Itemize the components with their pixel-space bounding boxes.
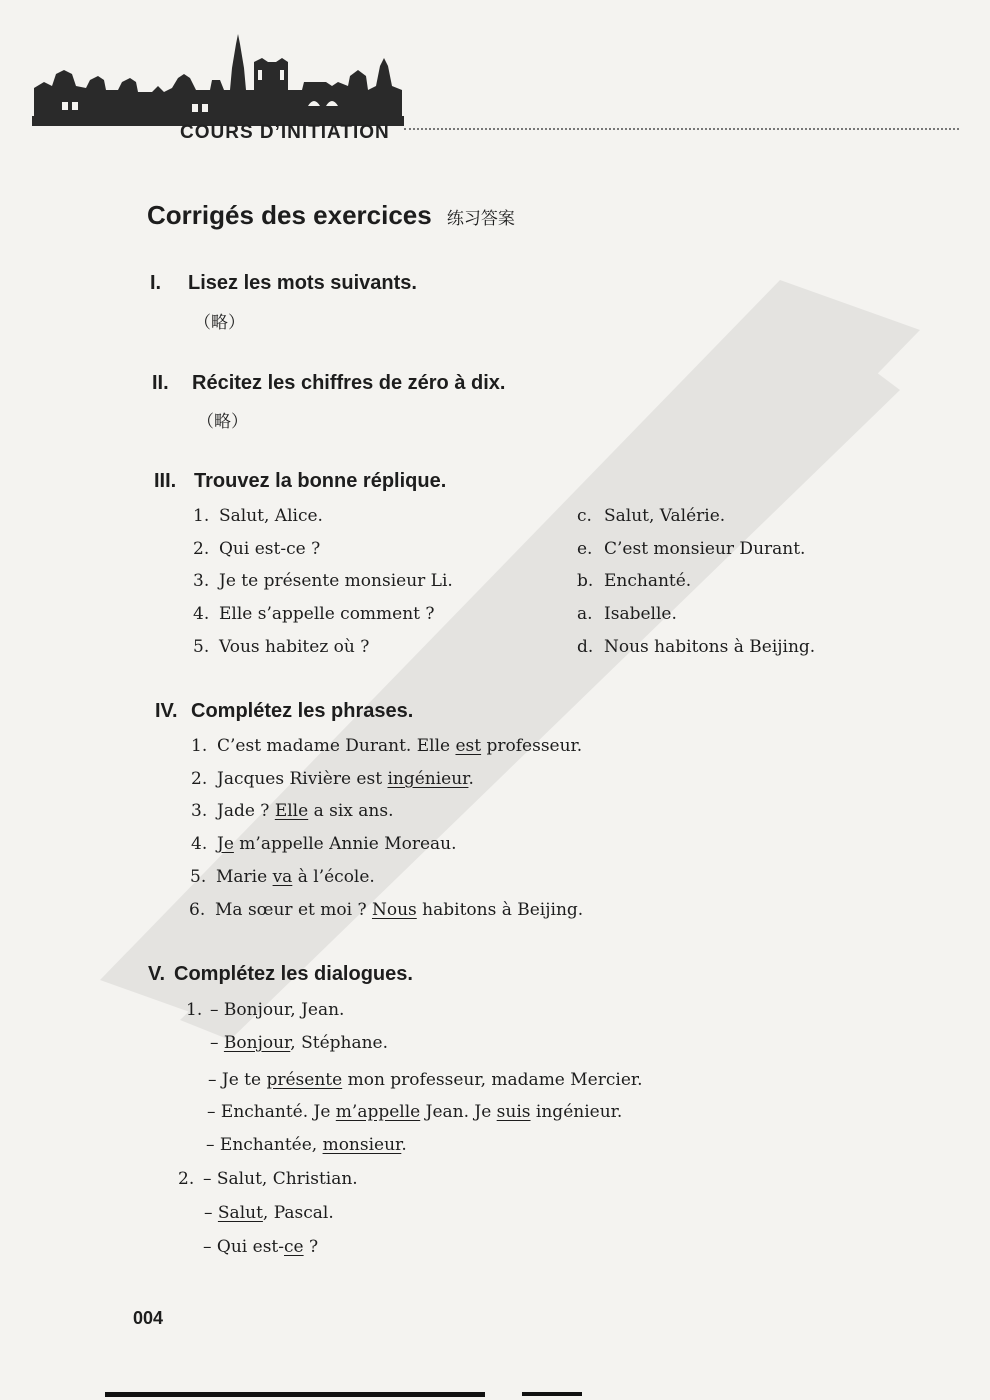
dialogue-line: 2. – Salut, Christian.: [178, 1169, 358, 1189]
match-right-item: b. Enchanté.: [577, 571, 692, 591]
section-3-text: Trouvez la bonne réplique.: [194, 470, 447, 492]
banner: [32, 30, 972, 160]
answer: monsieur: [322, 1135, 402, 1155]
match-left-item: 3. Je te présente monsieur Li.: [193, 571, 453, 591]
sentence-item: 4. Je m’appelle Annie Moreau.: [191, 834, 457, 854]
page-number: 004: [133, 1308, 164, 1328]
sentence-item: 5. Marie va à l’école.: [190, 867, 375, 887]
section-5-number: V.: [148, 963, 166, 985]
sentence-item: 2. Jacques Rivière est ingénieur.: [191, 769, 474, 789]
match-right-item: d. Nous habitons à Beijing.: [577, 637, 816, 657]
match-left-item: 2. Qui est-ce ?: [193, 539, 321, 559]
section-2-text: Récitez les chiffres de zéro à dix.: [192, 372, 506, 394]
answer: m’appelle: [335, 1102, 421, 1122]
section-1-text: Lisez les mots suivants.: [188, 272, 417, 294]
dialogue-line: – Qui est-ce ?: [203, 1237, 319, 1257]
footer-rule: [105, 1392, 485, 1397]
sentence-item: 3. Jade ? Elle a six ans.: [191, 801, 394, 821]
section-4-text: Complétez les phrases.: [191, 700, 414, 722]
banner-divider: [404, 128, 959, 130]
dialogue-line: – Enchanté. Je m’appelle Jean. Je suis ingénieur.: [207, 1102, 623, 1122]
dialogue-line: – Bonjour, Stéphane.: [210, 1033, 389, 1053]
section-2-title: [152, 372, 505, 395]
dialogue-line: – Enchantée, monsieur.: [206, 1135, 407, 1155]
heading-zh: 练习答案: [446, 209, 515, 229]
match-left-item: 5. Vous habitez où ?: [193, 637, 370, 657]
answer: Nous: [371, 900, 417, 920]
section-3-title: [154, 470, 446, 493]
section-3-number: III.: [154, 470, 177, 492]
match-right-item: c. Salut, Valérie.: [577, 506, 726, 526]
section-5-title: [148, 963, 413, 986]
match-right-item: e. C’est monsieur Durant.: [577, 539, 806, 559]
footer-rule: [522, 1392, 582, 1396]
answer: ce: [284, 1237, 304, 1257]
sentence-item: 6. Ma sœur et moi ? Nous habitons à Beijing.: [189, 900, 584, 920]
section-1-number: I.: [150, 272, 162, 294]
match-right-item: a. Isabelle.: [577, 604, 677, 624]
section-5-text: Complétez les dialogues.: [174, 963, 413, 985]
answer: Salut: [217, 1203, 263, 1223]
section-4-number: IV.: [155, 700, 178, 722]
answer: va: [272, 867, 293, 887]
heading-fr: Corrigés des exercices: [147, 200, 432, 230]
answer: Bonjour: [223, 1033, 291, 1053]
answer: suis: [496, 1102, 531, 1122]
section-2-number: II.: [152, 372, 169, 394]
dialogue-line: 1. – Bonjour, Jean.: [186, 1000, 345, 1020]
dialogue-line: – Je te présente mon professeur, madame Mercier.: [208, 1070, 643, 1090]
answer: est: [455, 736, 482, 756]
dialogue-line: – Salut, Pascal.: [204, 1203, 334, 1223]
section-4-title: [155, 700, 413, 723]
match-left-item: 1. Salut, Alice.: [193, 506, 323, 526]
paris-skyline-icon: [32, 30, 412, 130]
page-heading: [147, 200, 515, 231]
section-1-note: （略）: [194, 313, 245, 333]
answer: Elle: [274, 801, 309, 821]
answer: présente: [266, 1070, 343, 1090]
sentence-item: 1. C’est madame Durant. Elle est professeur.: [191, 736, 583, 756]
section-2-note: （略）: [197, 412, 248, 432]
match-left-item: 4. Elle s’appelle comment ?: [193, 604, 435, 624]
section-1-title: [150, 272, 417, 295]
answer: Je: [217, 834, 234, 854]
answer: ingénieur: [387, 769, 469, 789]
banner-title: COURS D’INITIATION: [180, 122, 390, 143]
